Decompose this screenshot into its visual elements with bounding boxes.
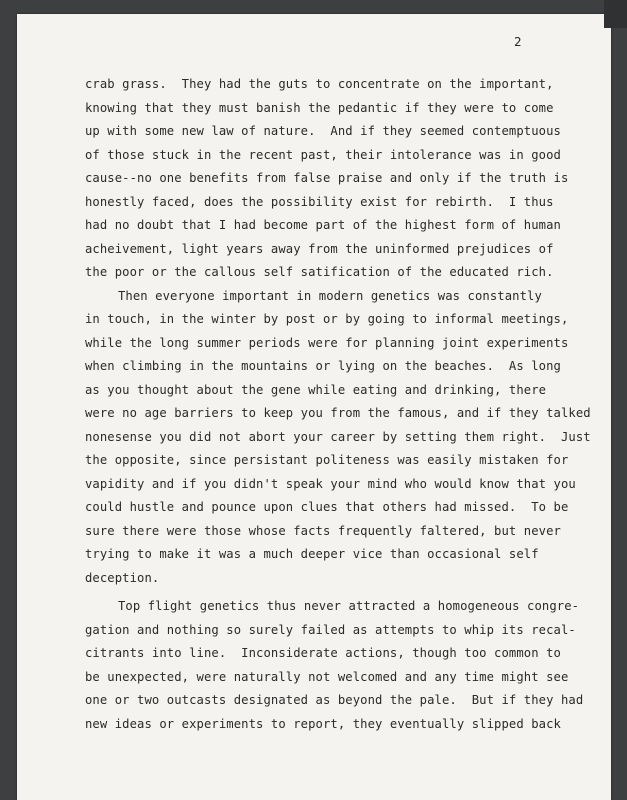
text-line: the poor or the callous self satification of the educated rich. [85,265,554,279]
text-line: had no doubt that I had become part of the highest form of human [85,218,561,232]
text-line: in touch, in the winter by post or by going to informal meetings, [85,312,569,326]
text-line: while the long summer periods were for planning joint experiments [85,335,569,350]
text-line: one or two outcasts designated as beyond the pale. But if they had [85,693,584,707]
text-line: honestly faced, does the possibility exist for rebirth. I thus [85,194,554,209]
page-corner-shadow [604,0,627,28]
text-line: trying to make it was a much deeper vice than occasional self [85,547,539,561]
text-line: vapidity and if you didn't speak your mind who would know that you [85,476,576,491]
text-line: gation and nothing so surely failed as attempts to whip its recal- [85,622,576,637]
document-page [17,14,611,800]
text-line: when climbing in the mountains or lying on the beaches. As long [85,359,561,373]
text-line: could hustle and pounce upon clues that others had missed. To be [85,500,569,514]
page-number: 2 [514,34,522,49]
text-line: sure there were those whose facts frequently faltered, but never [85,523,561,538]
text-line: Top flight genetics thus never attracted a homogeneous congre- [118,599,580,613]
text-line: crab grass. They had the guts to concentrate on the important, [85,77,554,91]
text-line: as you thought about the gene while eating and drinking, there [85,382,547,397]
text-line: acheivement, light years away from the uninformed prejudices of [85,241,554,256]
text-line: cause--no one benefits from false praise and only if the truth is [85,171,569,185]
text-line: up with some new law of nature. And if they seemed contemptuous [85,124,561,138]
text-line: be unexpected, were naturally not welcomed and any time might see [85,669,569,684]
text-line: the opposite, since persistant politeness was easily mistaken for [85,453,569,467]
text-line: nonesense you did not abort your career by setting them right. Just [85,429,591,444]
text-line: new ideas or experiments to report, they eventually slipped back [85,716,561,731]
text-line: of those stuck in the recent past, their intolerance was in good [85,147,561,162]
text-line: citrants into line. Inconsiderate actions, though too common to [85,646,561,660]
text-line: knowing that they must banish the pedantic if they were to come [85,100,554,115]
text-line: Then everyone important in modern genetics was constantly [118,288,542,303]
text-line: deception. [85,570,160,585]
text-line: were no age barriers to keep you from the famous, and if they talked [85,406,591,420]
